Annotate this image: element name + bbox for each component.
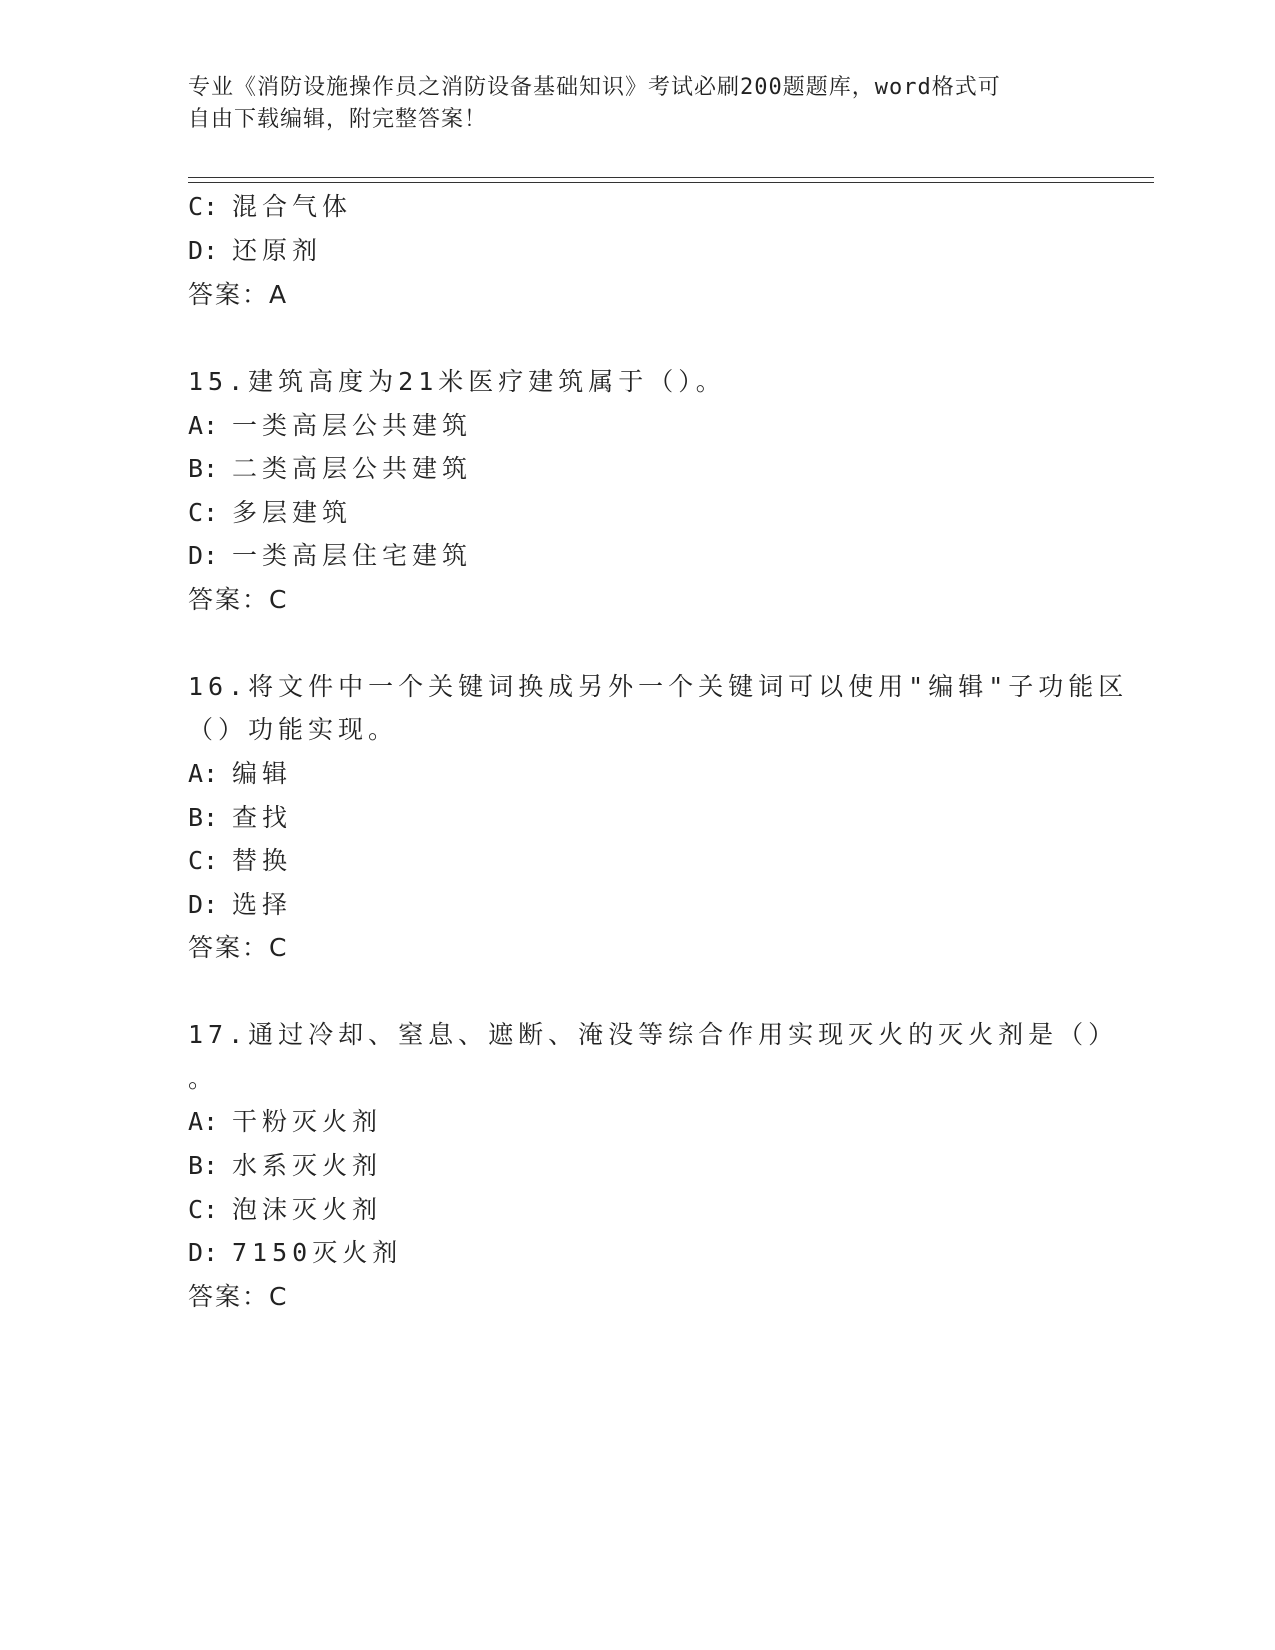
option-line [188,757,292,791]
question-stem: 16.将文件中一个关键词换成另外一个关键词可以使用"编辑"子功能区 [188,672,1129,701]
option-text: 选择 [232,890,293,919]
question-stem-continuation: （）功能实现。 [188,715,399,744]
option-text: 一类高层住宅建筑 [232,541,473,570]
option-letter: B: [188,803,219,832]
option-letter: C: [188,192,219,221]
question-stem: 15.建筑高度为21米医疗建筑属于（）。 [188,367,726,396]
option-letter: C: [188,1195,219,1224]
option-text: 泡沫灭火剂 [232,1195,383,1224]
header-title-line-1: 专业《消防设施操作员之消防设备基础知识》考试必刷200题题库，word格式可 [188,75,1001,100]
option-line [188,1236,402,1270]
option-letter: A: [188,1107,219,1136]
answer-line: 答案：C [188,1282,289,1311]
option-line [188,1193,382,1227]
option-text: 二类高层公共建筑 [232,454,473,483]
option-text: 7150灭火剂 [232,1238,403,1267]
answer-line: 答案：A [188,280,289,309]
option-letter: B: [188,454,219,483]
option-line [188,888,292,922]
option-letter: C: [188,498,219,527]
document-header [188,72,1088,136]
option-text: 干粉灭火剂 [232,1107,383,1136]
option-line [188,234,322,268]
option-letter: D: [188,1238,219,1267]
option-letter: D: [188,890,219,919]
answer-line: 答案：C [188,933,289,962]
option-line [188,452,472,486]
question-stem: 17.通过冷却、窒息、遮断、淹没等综合作用实现灭火的灭火剂是（） [188,1020,1119,1049]
option-text: 查找 [232,803,293,832]
option-text: 替换 [232,846,293,875]
option-text: 多层建筑 [232,498,353,527]
answer-line: 答案：C [188,585,289,614]
option-line [188,1149,382,1183]
option-text: 混合气体 [232,192,353,221]
option-letter: D: [188,236,219,265]
option-letter: D: [188,541,219,570]
option-line [188,1105,382,1139]
option-line [188,409,472,443]
option-letter: A: [188,411,219,440]
option-text: 还原剂 [232,236,323,265]
question-stem-continuation: 。 [188,1064,219,1093]
header-title-line-2: 自由下载编辑，附完整答案！ [188,107,488,132]
option-text: 编辑 [232,759,293,788]
option-line [188,539,472,573]
header-divider-top [188,177,1154,178]
option-letter: A: [188,759,219,788]
option-line [188,844,292,878]
option-line [188,496,352,530]
header-divider-bottom [188,182,1154,183]
option-letter: B: [188,1151,219,1180]
option-line [188,801,292,835]
option-text: 一类高层公共建筑 [232,411,473,440]
option-text: 水系灭火剂 [232,1151,383,1180]
option-line [188,190,352,224]
option-letter: C: [188,846,219,875]
